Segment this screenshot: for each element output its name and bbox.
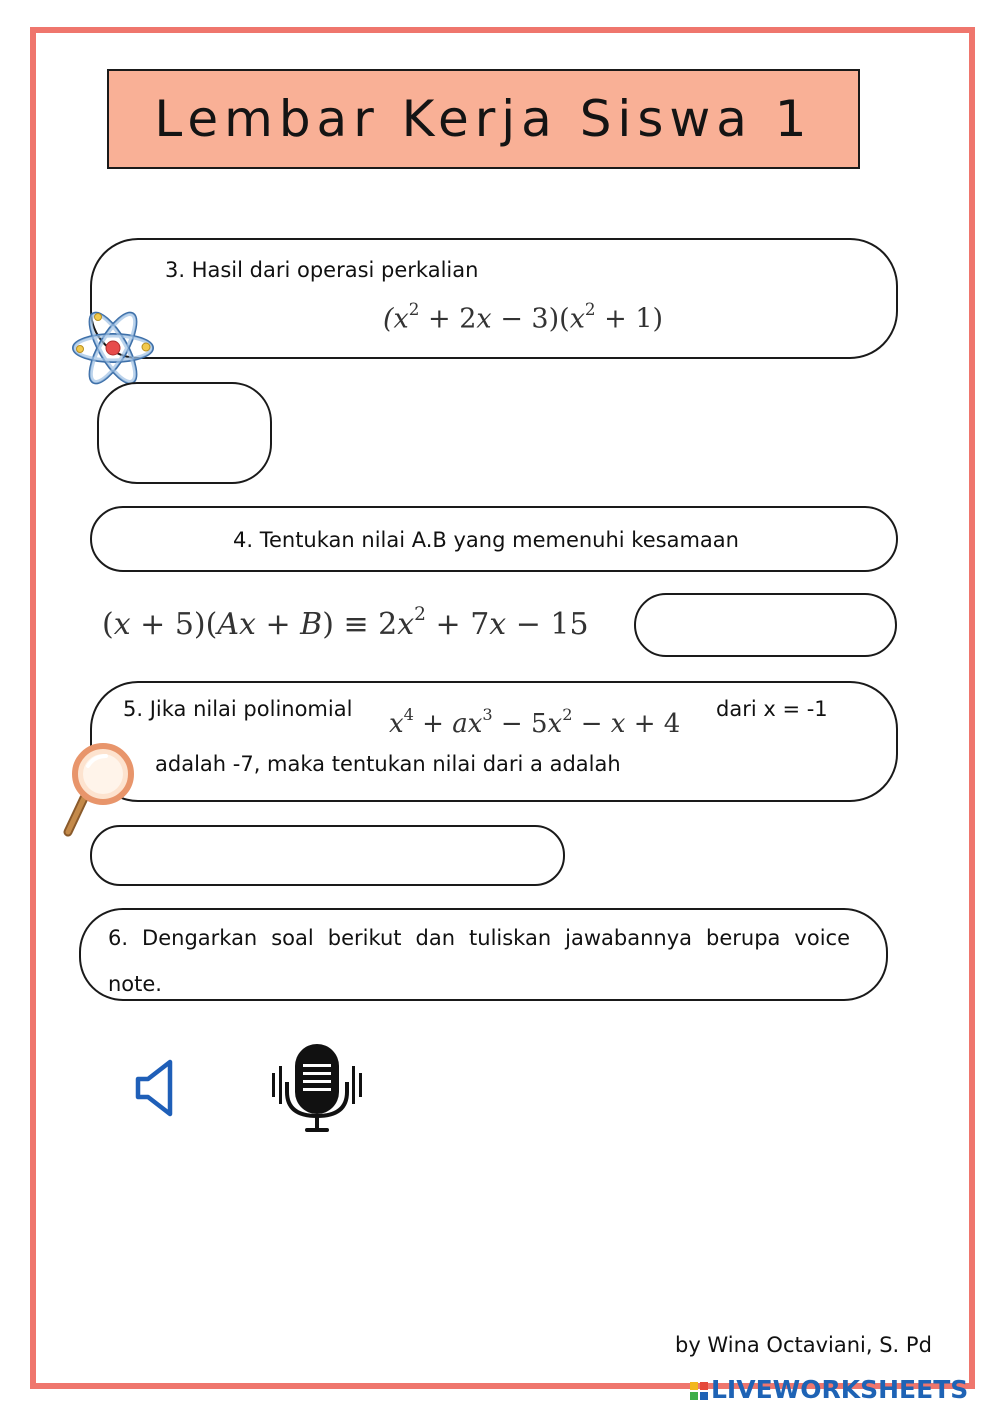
microphone-icon[interactable] (268, 1040, 366, 1136)
speaker-icon[interactable] (132, 1058, 178, 1118)
question-4-prompt: 4. Tentukan nilai A.B yang memenuhi kesamaan (233, 528, 739, 552)
page-title: Lembar Kerja Siswa 1 (154, 90, 813, 148)
question-3-prompt: 3. Hasil dari operasi perkalian (165, 258, 479, 282)
answer-field-3[interactable] (97, 382, 272, 484)
title-banner (107, 69, 860, 169)
liveworksheets-brand (690, 1375, 968, 1404)
question-5-prompt-start: 5. Jika nilai polinomial (123, 697, 353, 721)
question-4-expression: $(x + 5)(Ax + B) \equiv 2x^2 + 7x - 15$ (102, 604, 589, 642)
question-6-prompt-line2: note. (108, 972, 162, 996)
answer-field-5[interactable] (90, 825, 565, 886)
atom-icon (68, 305, 158, 390)
question-5-prompt-condition: dari x = -1 (716, 697, 828, 721)
brand-name: LIVEWORKSHEETS (711, 1375, 969, 1404)
question-6-prompt-line1: 6. Dengarkan soal berikut dan tuliskan jawabannya berupa voice (108, 926, 850, 950)
liveworksheets-logo-icon (690, 1382, 708, 1400)
question-5-prompt-end: adalah -7, maka tentukan nilai dari a adalah (155, 752, 621, 776)
question-5-polynomial: $x^4 + ax^3 - 5x^2 - x + 4$ (389, 705, 681, 740)
answer-field-4[interactable] (634, 593, 897, 657)
author-credit: by Wina Octaviani, S. Pd (675, 1333, 932, 1357)
question-6-box (79, 908, 888, 1001)
question-3-expression: $(x^2 + 2x - 3)(x^2 + 1)$ (383, 299, 664, 335)
